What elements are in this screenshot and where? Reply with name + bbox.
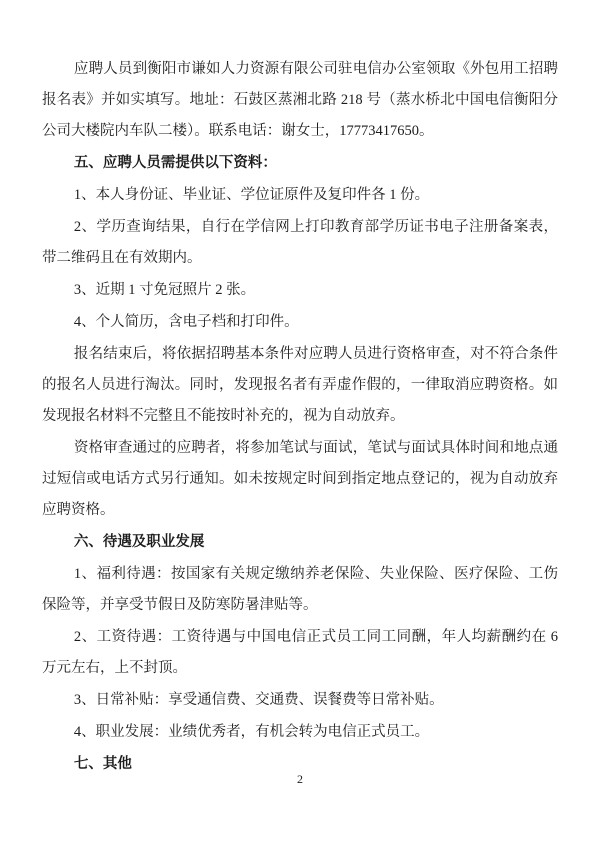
list-item-salary: 2、工资待遇：工资待遇与中国电信正式员工同工同酬，年人均薪酬约在 6 万元左右，上不封顶。 xyxy=(42,629,558,676)
section-heading-5-materials: 五、应聘人员需提供以下资料： xyxy=(73,155,277,171)
paragraph-registration-info: 应聘人员到衡阳市谦如人力资源有限公司驻电信办公室领取《外包用工招聘报名表》并如实填写。地址：石鼓区蒸湘北路 218 号（蒸水桥北中国电信衡阳分公司大楼院内车队二楼）。联系电话：谢女士，17773417650。 xyxy=(42,61,558,139)
list-item-id-card: 1、本人身份证、毕业证、学位证原件及复印件各 1 份。 xyxy=(73,187,430,203)
section-heading-7-other: 七、其他 xyxy=(73,756,132,772)
paragraph-qualification-review: 报名结束后，将依据招聘基本条件对应聘人员进行资格审查，对不符合条件的报名人员进行淘汰。同时，发现报名者有弄虚作假的，一律取消应聘资格。如发现报名材料不完整且不能按时补充的，视为自动放弃。 xyxy=(42,346,558,424)
page-number: 2 xyxy=(297,772,303,786)
list-item-degree-check: 2、学历查询结果，自行在学信网上打印教育部学历证书电子注册备案表，带二维码且在有效期内。 xyxy=(42,219,558,266)
list-item-photos: 3、近期 1 寸免冠照片 2 张。 xyxy=(73,282,256,298)
list-item-career: 4、职业发展：业绩优秀者，有机会转为电信正式员工。 xyxy=(73,724,430,740)
list-item-welfare: 1、福利待遇：按国家有关规定缴纳养老保险、失业保险、医疗保险、工伤保险等，并享受节假日及防寒防暑津贴等。 xyxy=(42,566,558,613)
list-item-resume: 4、个人简历，含电子档和打印件。 xyxy=(73,314,299,330)
paragraph-exam-notice: 资格审查通过的应聘者，将参加笔试与面试，笔试与面试具体时间和地点通过短信或电话方式另行通知。如未按规定时间到指定地点登记的，视为自动放弃应聘资格。 xyxy=(42,440,558,518)
list-item-daily-subsidy: 3、日常补贴：享受通信费、交通费、误餐费等日常补贴。 xyxy=(73,692,444,708)
section-heading-6-benefits: 六、待遇及职业发展 xyxy=(73,534,205,550)
